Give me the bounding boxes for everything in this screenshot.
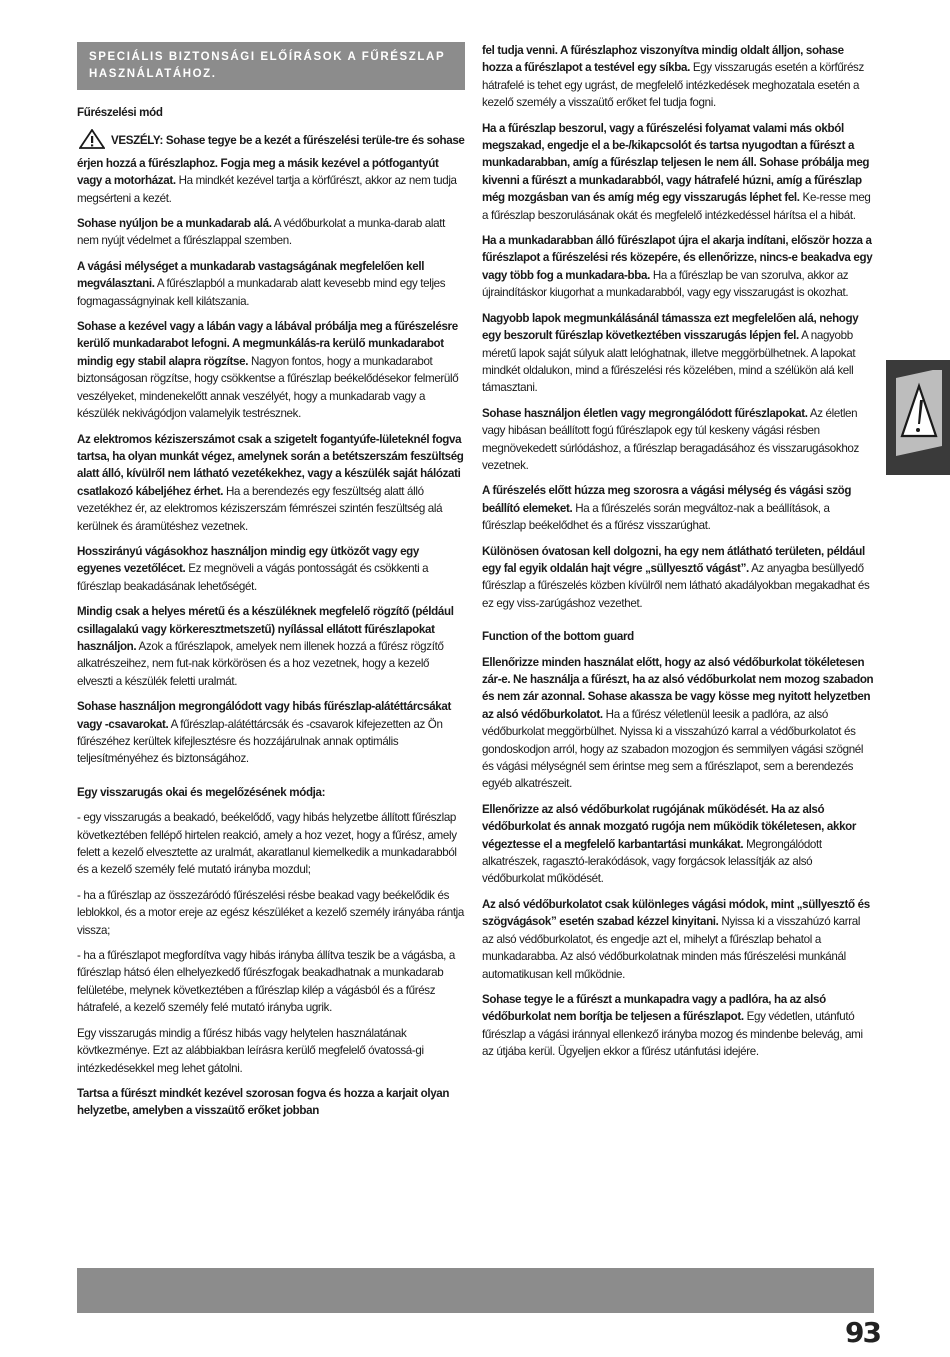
side-tab <box>886 360 950 475</box>
subhead-bottom-guard: Function of the bottom guard <box>482 630 634 644</box>
right-column <box>482 42 874 1069</box>
paragraph-5: Az elektromos kéziszerszámot csak a szigetelt fogantyúfe-lületeknél fogva tartsa, ha olyan munkát végez, amelynek során a betétszerszám feszültség alatt álló, kívülről nem látható vezetékekhez, vagy a készülék saját hálózati csatlakozó kábeljéhez érhet. Ha a berendezés egy feszültség alatt álló vezetékhez ér, az elektromos kéziszerszám fémrészei szintén feszültség alá kerülnek és áramütéshez vezetnek. <box>77 432 464 533</box>
paragraph-7: Mindig csak a helyes méretű és a készüléknek megfelelő rögzítő (például csillagalakú vagy körkeresztmetszetű) nyílással ellátott fűrészlapokat használjon. Azok a fűrészlapok, amelyek nem illenek hozzá a fűrész rögzítő alkatrészeihez, nem fut-nak körkörösen és a hoz vezetnek, hogy a kezelő elveszti a készülék feletti uralmát. <box>77 605 454 688</box>
paragraph-4: Sohase a kezével vagy a lábán vagy a lábával próbálja meg a fűrészelésre kerülő munkadarabot lefogni. A megmunkálás-ra kerülő munkadarabot mindig egy stabil alapra rögzítse. Nagyon fontos, hogy a munkadarabot biztonságosan rögzítse, hogy csökkentse a fűrészlap beékelődésekor felmerülő veszélyeket, mindenekelőtt annak veszélyét, hogy a munkadarab vagy a készülék nekivágódjon valamelyik testrésznek. <box>77 320 459 421</box>
danger-text: Ha mindkét kezével tartja a körfűrészt, akkor az nem tudja megsérteni a kezét. <box>77 174 457 205</box>
paragraph-r1: fel tudja venni. A fűrészlaphoz viszonyítva mindig oldalt álljon, sohase hozza a fűrészlapot a testével egy síkba. Egy visszarugás esetén a körfűrész hátrafelé is tehet egy ugrást, de megfelelő intézkedések meghozatala esetén a kezelő személy a visszaütő erőket fel tudja fogni. <box>482 44 864 110</box>
paragraph-r5: Sohase használjon életlen vagy megrongálódott fűrészlapokat. Az életlen vagy hibásan beállított fogú fűrészlapok egy túl keskeny vágási résben megnövekedett súrlódáshoz, a fűrészlap beragadásához és visszarugásokhoz vezetnek. <box>482 406 859 472</box>
page-number: 93 <box>845 1316 880 1349</box>
left-column <box>77 42 465 1128</box>
warning-triangle-icon <box>79 129 105 154</box>
paragraph-r2: Ha a fűrészlap beszorul, vagy a fűrészelési folyamat valami más okból megszakad, engedje el a be-/kikapcsolót és tartsa nyugodtan a fűrészt a munkadarabban, amíg a fűrészlap teljesen le nem áll. Sohase próbálja meg kivenni a fűrészt a munkadarabból, vagy hátrafelé húzni, amíg a fűrészlap még mozgásban van és amíg még egy visszarugás léphet fel. Ke-resse meg a fűrészlap beszorulásának okát és megfelelő intézkedéssel hárítsa el a hibát. <box>482 121 871 222</box>
kickback-item-1: - egy visszarugás a beakadó, beékelődő, vagy hibás helyzetbe állított fűrészlap következtében fellépő hirtelen reakció, amely a hoz vezet, hogy a fűrész, amely felett a kezelő elvesztette az uralmát, akaratlanul kiemelkedik a munkadarabból és a kezelő személy felé mutató irányba mozdul; <box>77 811 457 877</box>
paragraph-6: Hosszirányú vágásokhoz használjon mindig egy ütközőt vagy egy egyenes vezetőlécet. Ez megnöveli a vágás pontosságát és csökkenti a fűrészlap beakadásának lehetőségét. <box>77 544 429 593</box>
paragraph-3: A vágási mélységet a munkadarab vastagságának megfelelően kell megválasztani. A fűrészlapból a munkadarab alatt kevesebb mind egy teljes fogmagasságnyinak kell kilátszania. <box>77 259 446 308</box>
paragraph-r4: Nagyobb lapok megmunkálásánál támassza ezt megfelelően alá, nehogy egy beszorult fűrészlap következtében visszarugás lépjen fel. A nagyobb méretű lapok saját súlyuk alatt lelóghatnak, illetve meggörbülhetnek. A lapokat mindkét oldalukon, mind a fűrészelési rés közelében, mind a szélükön alá kell támasztani. <box>482 311 859 395</box>
subhead-kickback: Egy visszarugás okai és megelőzésének módja: <box>77 785 326 799</box>
danger-paragraph <box>77 129 465 207</box>
kickback-item-3: - ha a fűrészlapot megfordítva vagy hibás irányba állítva teszik be a vágásba, a fűrészlap hátsó élen elhelyezkedő fűrészfogak beakadhatnak a munkadarab felületébe, melynek következtében a fűrészlap kilép a vágásból és a fűrész hátrafelé, a kezelő személy felé mutató irányba ugrik. <box>77 949 456 1015</box>
paragraph-r9: Ellenőrizze az alsó védőburkolat rugójának működését. Ha az alsó védőburkolat és annak mozgató rugója nem működik tökéletesen, akkor végeztesse el a megfelelő karbantartási munkákat. Megrongálódott alkatrészek, ragasztó-lerakódások, vagy forgácsok lelassítják az alsó védőburkolat működését. <box>482 802 857 886</box>
footer-bar <box>77 1268 874 1313</box>
kickback-item-2: - ha a fűrészlap az összezáródó fűrészelési résbe beakad vagy beékelődik és leblokkol, és a motor ereje az egész készüléket a kezelő személy irányába rántja vissza; <box>77 888 465 937</box>
paragraph-8: Sohase használjon megrongálódott vagy hibás fűrészlap-alátéttárcsákat vagy -csavarokat. A fűrészlap-alátéttárcsák és -csavarok kifejezetten az Ön fűrészéhez kerültek kifejlesztésre és hozzájárulnak annak optimális teljesítményéhez és biztonságához. <box>77 700 452 766</box>
danger-bold: VESZÉLY: Sohase tegye be a kezét a fűrészelési terüle-tre és sohase érjen hozzá a fűrészlaphoz. Fogja meg a másik kezével a pótfogantyút vagy a motorházat. <box>77 134 465 188</box>
kickback-hold-paragraph: Tartsa a fűrészt mindkét kezével szorosan fogva és hozza a karjait olyan helyzetbe, amelyben a visszaütő erőket jobban <box>77 1086 450 1118</box>
paragraph-r8: Ellenőrizze minden használat előtt, hogy az alsó védőburkolat tökéletesen zár-e. Ne használja a fűrészt, ha az alsó védőburkolat nem mozog szabadon és nem zár azonnal. Sohase akassza be vagy kösse meg nyitott helyzetben az alsó védőburkolatot. Ha a fűrész véletlenül leesik a padlóra, az alsó védőburkolat meggörbülhet. Nyissa ki a visszahúzó karral a védőburkolatot és gondoskodjon arról, hogy az szabadon mozogjon és semmilyen vágási szögnél és vágási mélységnél sem érintse meg sem a fűrészlapot, sem a berendezés egyéb alkatrészeit. <box>482 655 874 791</box>
paragraph-r11: Sohase tegye le a fűrészt a munkapadra vagy a padlóra, ha az alsó védőburkolat nem borítja be teljesen a fűrészlapot. Egy védetlen, utánfutó fűrészlap a vágási iránnyal ellenkező irányba mozog és mindenbe belevág, ami az útjába kerül. Ügyeljen ekkor a fűrész utánfutási idejére. <box>482 992 863 1059</box>
paragraph-2: Sohase nyúljon be a munkadarab alá. A védőburkolat a munka-darab alatt nem nyújt védelmet a fűrészlappal szemben. <box>77 217 445 248</box>
kickback-note: Egy visszarugás mindig a fűrész hibás vagy helytelen használatának kövtkezménye. Ezt az alábbiakban leírásra kerülő megfelelő óvatossá-gi intézkedésekkel meg lehet gátolni. <box>77 1026 424 1075</box>
paragraph-r7: Különösen óvatosan kell dolgozni, ha egy nem átlátható területen, például egy fal egyik oldalán hajt végre „süllyesztő vágást”. Az anyagba besüllyedő fűrészlap a fűrészelés közben kívülről nem látható akadályokban megakadhat és ez egy viss-zarúgáshoz vezethet. <box>482 544 870 610</box>
section-header: SPECIÁLIS BIZTONSÁGI ELŐÍRÁSOK A FŰRÉSZLAP HASZNÁLATÁHOZ. <box>77 42 465 90</box>
subhead-cutting: Fűrészelési mód <box>77 106 163 119</box>
paragraph-r10: Az alsó védőburkolatot csak különleges vágási módok, mint „süllyesztő és szögvágások” esetén szabad kézzel kinyitani. Nyissa ki a visszahúzó karral az alsó védőburkolatot, és engedje azt el, mihelyt a fűrészlap behatol a munkadarabba. Az alsó védőburkolatnak minden más fűrészelési munkánál automatikusan kell működnie. <box>482 897 870 981</box>
paragraph-r6: A fűrészelés előtt húzza meg szorosra a vágási mélység és vágási szög beállító elemeket. Ha a fűrészelés során megváltoz-nak a beállítások, a fűrészlap beékelődhet és a fűrész visszarúghat. <box>482 484 852 533</box>
paragraph-r3: Ha a munkadarabban álló fűrészlapot újra el akarja indítani, először hozza a fűrészlapot a fűrészelési rés közepére, és ellenőrizze, nincs-e beakadva egy vagy több fog a munkadara-bba. Ha a fűrészlap be van szorulva, akkor az újraindításkor kiugorhat a munkadarabból, vagy egy visszarugást is okozhat. <box>482 234 873 300</box>
warning-exclamation-icon <box>896 370 942 460</box>
